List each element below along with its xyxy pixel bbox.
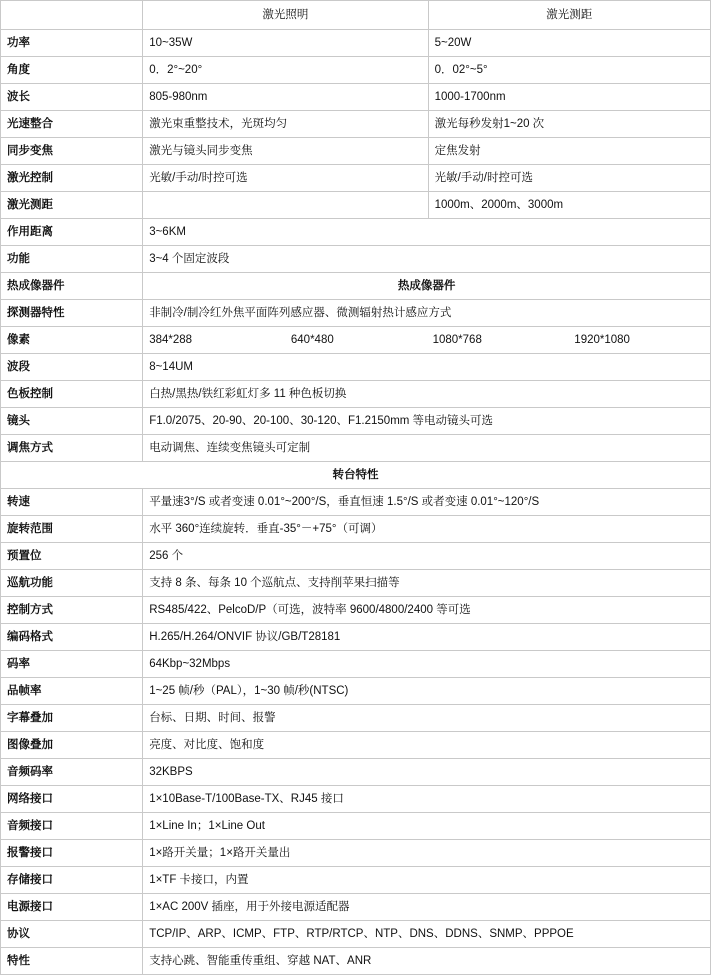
row-value: 亮度、对比度、饱和度 <box>143 732 711 759</box>
table-row <box>1 597 711 624</box>
row-value: 1×10Base-T/100Base-TX、RJ45 接口 <box>143 786 711 813</box>
section-row-ptz <box>1 462 711 489</box>
header-laser-illumination: 激光照明 <box>143 1 428 30</box>
row-label: 波段 <box>1 354 143 381</box>
table-row <box>1 30 711 57</box>
row-value: 非制冷/制冷红外焦平面阵列感应器、微测辐射热计感应方式 <box>143 300 711 327</box>
row-value: 支持 8 条、每条 10 个巡航点、支持削苹果扫描等 <box>143 570 711 597</box>
table-row <box>1 165 711 192</box>
section-title-ptz: 转台特性 <box>1 462 711 489</box>
table-row <box>1 381 711 408</box>
row-value: 支持心跳、智能重传重组、穿越 NAT、ANR <box>143 948 711 975</box>
header-blank-cell <box>1 1 143 30</box>
row-label: 调焦方式 <box>1 435 143 462</box>
row-value: H.265/H.264/ONVIF 协议/GB/T28181 <box>143 624 711 651</box>
row-label: 码率 <box>1 651 143 678</box>
table-row <box>1 759 711 786</box>
pixel-option: 384*288 <box>149 333 193 346</box>
table-row <box>1 840 711 867</box>
table-row <box>1 921 711 948</box>
row-label: 品帧率 <box>1 678 143 705</box>
section-row-thermal <box>1 273 711 300</box>
row-label: 光速整合 <box>1 111 143 138</box>
table-row <box>1 786 711 813</box>
table-row <box>1 894 711 921</box>
row-value: 水平 360°连续旋转．垂直-35°－+75°（可调） <box>143 516 711 543</box>
row-value: 32KBPS <box>143 759 711 786</box>
row-label: 像素 <box>1 327 143 354</box>
row-label: 激光测距 <box>1 192 143 219</box>
row-value: RS485/422、PelcoD/P（可选，波特率 9600/4800/2400 等可选 <box>143 597 711 624</box>
row-value-ranging: 激光每秒发射1~20 次 <box>428 111 710 138</box>
row-label: 色板控制 <box>1 381 143 408</box>
row-value: 台标、日期、时间、报警 <box>143 705 711 732</box>
pixel-values-cell <box>143 327 711 354</box>
row-value: 1×路开关量；1×路开关量出 <box>143 840 711 867</box>
row-label: 同步变焦 <box>1 138 143 165</box>
table-row <box>1 543 711 570</box>
table-row <box>1 435 711 462</box>
table-row <box>1 111 711 138</box>
table-row <box>1 138 711 165</box>
row-value: 电动调焦、连续变焦镜头可定制 <box>143 435 711 462</box>
row-value-ranging: 0．02°~5° <box>428 57 710 84</box>
row-label: 作用距离 <box>1 219 143 246</box>
row-value-illumination: 激光束重整技术，光斑均匀 <box>143 111 428 138</box>
row-value-ranging: 5~20W <box>428 30 710 57</box>
pixel-option: 1080*768 <box>432 333 482 346</box>
row-label: 功率 <box>1 30 143 57</box>
table-row <box>1 651 711 678</box>
header-laser-ranging: 激光测距 <box>428 1 710 30</box>
table-row <box>1 84 711 111</box>
row-label: 网络接口 <box>1 786 143 813</box>
table-row <box>1 678 711 705</box>
table-row <box>1 489 711 516</box>
table-row <box>1 300 711 327</box>
row-label: 探测器特性 <box>1 300 143 327</box>
row-value-illumination: 激光与镜头同步变焦 <box>143 138 428 165</box>
row-label: 编码格式 <box>1 624 143 651</box>
row-value-illumination: 0．2°~20° <box>143 57 428 84</box>
row-label: 激光控制 <box>1 165 143 192</box>
row-value-illumination: 10~35W <box>143 30 428 57</box>
table-row <box>1 813 711 840</box>
row-value: 3~4 个固定波段 <box>143 246 711 273</box>
table-row <box>1 948 711 975</box>
row-value-illumination <box>143 192 428 219</box>
row-value: 8~14UM <box>143 354 711 381</box>
row-label: 预置位 <box>1 543 143 570</box>
row-value: F1.0/2075、20-90、20-100、30-120、F1.2150mm 等电动镜头可选 <box>143 408 711 435</box>
row-value-ranging: 定焦发射 <box>428 138 710 165</box>
table-row <box>1 354 711 381</box>
row-value-illumination: 光敏/手动/时控可选 <box>143 165 428 192</box>
table-row <box>1 192 711 219</box>
row-label: 角度 <box>1 57 143 84</box>
row-value: 64Kbp~32Mbps <box>143 651 711 678</box>
pixel-row <box>1 327 711 354</box>
row-label: 字幕叠加 <box>1 705 143 732</box>
row-label: 音频接口 <box>1 813 143 840</box>
table-row <box>1 246 711 273</box>
table-row <box>1 219 711 246</box>
table-row <box>1 516 711 543</box>
row-label: 转速 <box>1 489 143 516</box>
row-value: 1×TF 卡接口，内置 <box>143 867 711 894</box>
row-value: 1~25 帧/秒（PAL），1~30 帧/秒(NTSC) <box>143 678 711 705</box>
row-label: 旋转范围 <box>1 516 143 543</box>
row-label: 镜头 <box>1 408 143 435</box>
row-value: TCP/IP、ARP、ICMP、FTP、RTP/RTCP、NTP、DNS、DDNS、SNMP、PPPOE <box>143 921 711 948</box>
row-value: 平量速3°/S 或者变速 0.01°~200°/S，垂直恒速 1.5°/S 或者变速 0.01°~120°/S <box>143 489 711 516</box>
row-value: 1×AC 200V 插座，用于外接电源适配器 <box>143 894 711 921</box>
pixel-option: 1920*1080 <box>574 333 630 346</box>
table-body <box>1 1 711 975</box>
row-label: 波长 <box>1 84 143 111</box>
row-label: 巡航功能 <box>1 570 143 597</box>
row-value-ranging: 光敏/手动/时控可选 <box>428 165 710 192</box>
table-header-row <box>1 1 711 30</box>
row-label: 功能 <box>1 246 143 273</box>
row-label: 控制方式 <box>1 597 143 624</box>
row-label: 音频码率 <box>1 759 143 786</box>
row-value: 256 个 <box>143 543 711 570</box>
table-row <box>1 624 711 651</box>
row-value-ranging: 1000m、2000m、3000m <box>428 192 710 219</box>
section-label: 热成像器件 <box>1 273 143 300</box>
section-title-thermal: 热成像器件 <box>143 273 711 300</box>
row-value-illumination: 805-980nm <box>143 84 428 111</box>
table-row <box>1 570 711 597</box>
row-value: 1×Line In；1×Line Out <box>143 813 711 840</box>
row-label: 报警接口 <box>1 840 143 867</box>
pixel-option: 640*480 <box>290 333 334 346</box>
table-row <box>1 732 711 759</box>
row-label: 特性 <box>1 948 143 975</box>
row-value-ranging: 1000-1700nm <box>428 84 710 111</box>
table-row <box>1 705 711 732</box>
row-label: 协议 <box>1 921 143 948</box>
table-row <box>1 867 711 894</box>
table-row <box>1 57 711 84</box>
table-row <box>1 408 711 435</box>
row-label: 存储接口 <box>1 867 143 894</box>
row-value: 白热/黑热/铁红彩虹灯多 11 种色板切换 <box>143 381 711 408</box>
row-value: 3~6KM <box>143 219 711 246</box>
row-label: 图像叠加 <box>1 732 143 759</box>
row-label: 电源接口 <box>1 894 143 921</box>
